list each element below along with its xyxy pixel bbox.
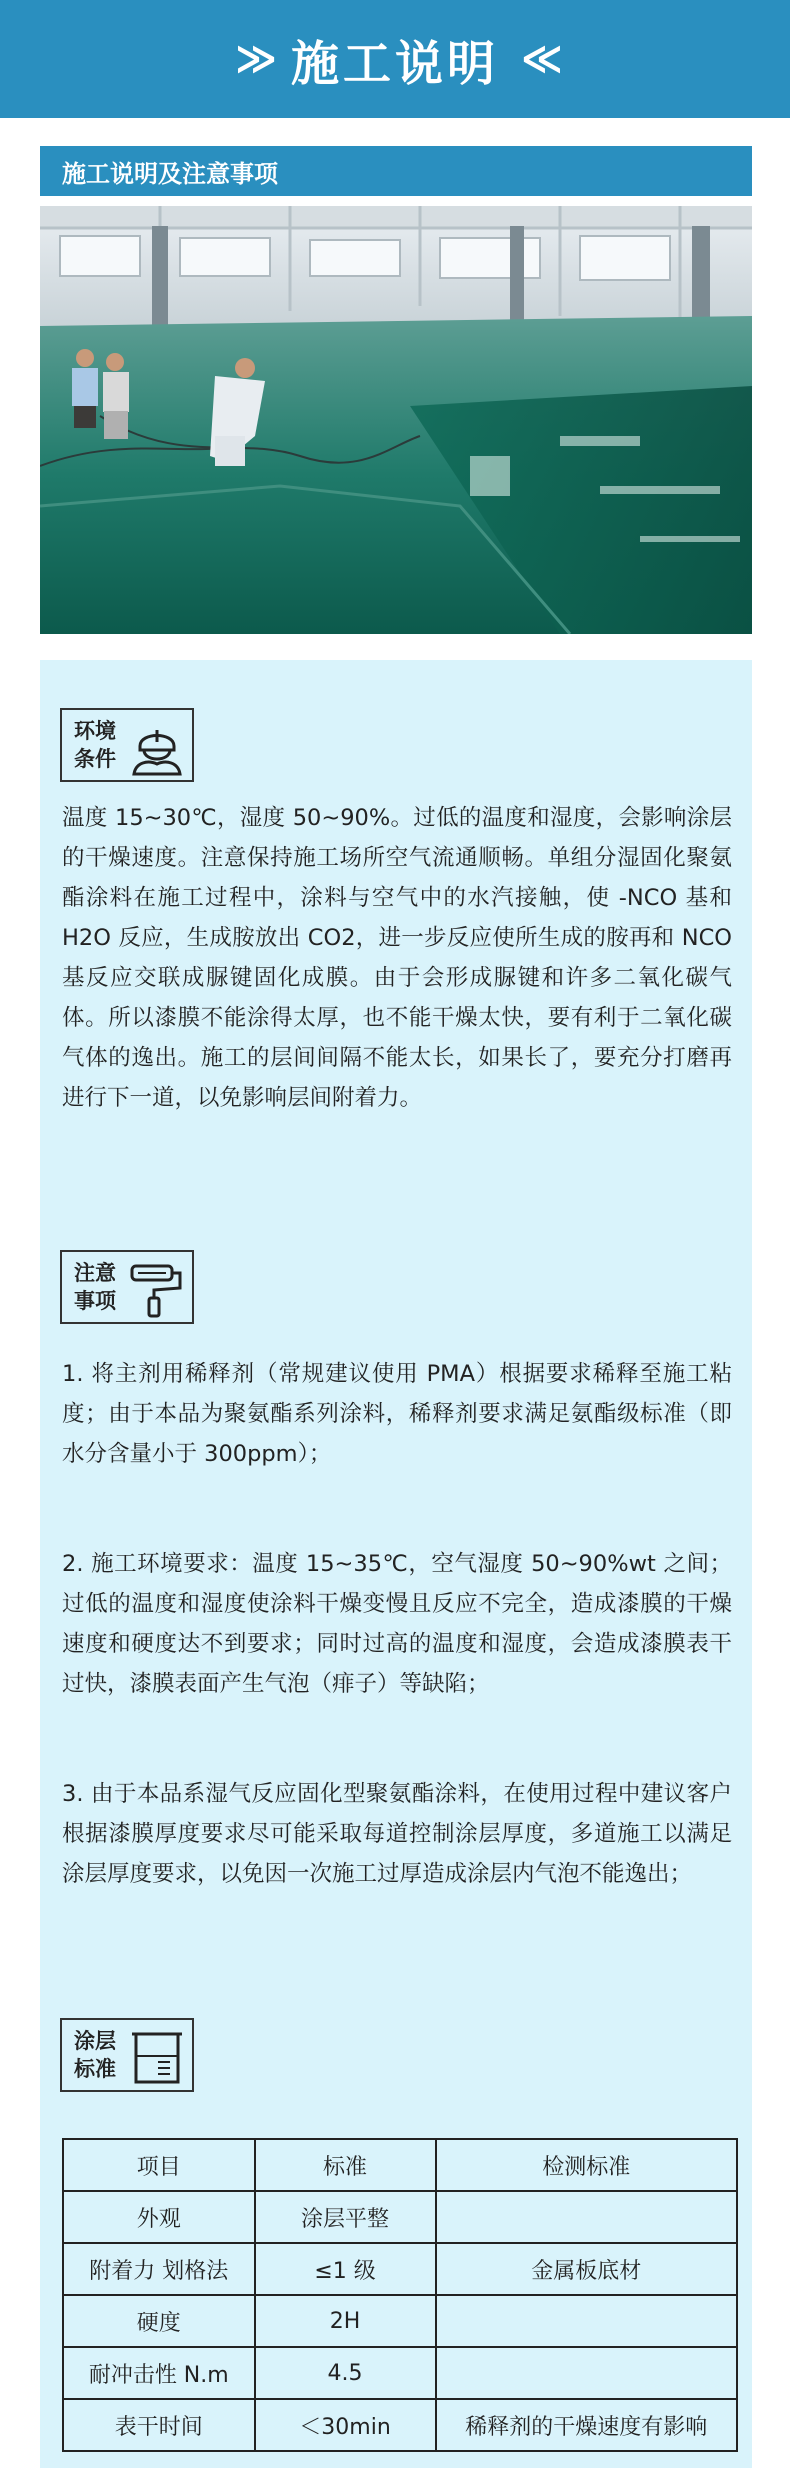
notes-tag-line1: 注意 (74, 1261, 116, 1285)
coating-standard-table (62, 2138, 738, 2452)
table-cell: 金属板底材 (436, 2243, 737, 2295)
notes-tag-line2: 事项 (74, 1289, 116, 1313)
table-header-cell: 项目 (63, 2139, 255, 2191)
section-heading: 施工说明及注意事项 (40, 146, 752, 196)
table-cell (436, 2191, 737, 2243)
table-cell: 稀释剂的干燥速度有影响 (436, 2399, 737, 2451)
double-chevron-left-icon: ≪ (521, 36, 555, 82)
table-row (63, 2191, 737, 2243)
table-cell: 耐冲击性 N.m (63, 2347, 255, 2399)
table-row (63, 2399, 737, 2451)
note-item-2: 2. 施工环境要求：温度 15~35℃，空气湿度 50~90%wt 之间；过低的温度和湿度使涂料干燥变慢且反应不完全，造成漆膜的干燥速度和硬度达不到要求；同时过高的温度和湿度，会造成漆膜表干过快，漆膜表面产生气泡（痱子）等缺陷； (62, 1551, 732, 1697)
paint-roller-icon (128, 1258, 186, 1322)
factory-floor-coating-photo (40, 206, 752, 634)
table-cell (436, 2295, 737, 2347)
table-cell: 表干时间 (63, 2399, 255, 2451)
notes-tag (60, 1250, 194, 1324)
table-cell: ≤1 级 (255, 2243, 436, 2295)
page-title: 施工说明 (290, 35, 499, 92)
table-row (63, 2243, 737, 2295)
worker-icon (128, 716, 186, 780)
table-header-cell: 标准 (255, 2139, 436, 2191)
environment-tag-line2: 条件 (74, 747, 116, 771)
top-banner (0, 0, 790, 118)
table-row (63, 2295, 737, 2347)
coating-tag (60, 2018, 194, 2092)
paint-bucket-icon (128, 2026, 186, 2090)
coating-tag-line1: 涂层 (74, 2029, 116, 2053)
table-cell: 4.5 (255, 2347, 436, 2399)
table-cell: 外观 (63, 2191, 255, 2243)
table-cell: 2H (255, 2295, 436, 2347)
environment-tag-line1: 环境 (74, 719, 116, 743)
table-cell: ＜30min (255, 2399, 436, 2451)
table-header-cell: 检测标准 (436, 2139, 737, 2191)
table-cell: 硬度 (63, 2295, 255, 2347)
environment-tag (60, 708, 194, 782)
table-header-row (63, 2139, 737, 2191)
table-cell (436, 2347, 737, 2399)
note-item-1: 1. 将主剂用稀释剂（常规建议使用 PMA）根据要求稀释至施工粘度；由于本品为聚氨酯系列涂料，稀释剂要求满足氨酯级标准（即水分含量小于 300ppm）； (62, 1361, 732, 1467)
note-item-3: 3. 由于本品系湿气反应固化型聚氨酯涂料，在使用过程中建议客户根据漆膜厚度要求尽可能采取每道控制涂层厚度，多道施工以满足涂层厚度要求，以免因一次施工过厚造成涂层内气泡不能逸出； (62, 1781, 732, 1887)
double-chevron-right-icon: ≫ (235, 36, 269, 82)
coating-tag-line2: 标准 (74, 2057, 116, 2081)
table-cell: 涂层平整 (255, 2191, 436, 2243)
environment-text: 温度 15~30℃，湿度 50~90%。过低的温度和湿度，会影响涂层的干燥速度。注意保持施工场所空气流通顺畅。单组分湿固化聚氨酯涂料在施工过程中，涂料与空气中的水汽接触，使 -NCO 基和 H2O 反应，生成胺放出 CO2，进一步反应使所生成的胺再和 NCO 基反应交联成脲键固化成膜。由于会形成脲键和许多二氧化碳气体。所以漆膜不能涂得太厚，也不能干燥太快，要有利于二氧化碳气体的逸出。施工的层间间隔不能太长，如果长了，要充分打磨再进行下一道，以免影响层间附着力。 (62, 805, 732, 1111)
table-cell: 附着力 划格法 (63, 2243, 255, 2295)
table-row (63, 2347, 737, 2399)
